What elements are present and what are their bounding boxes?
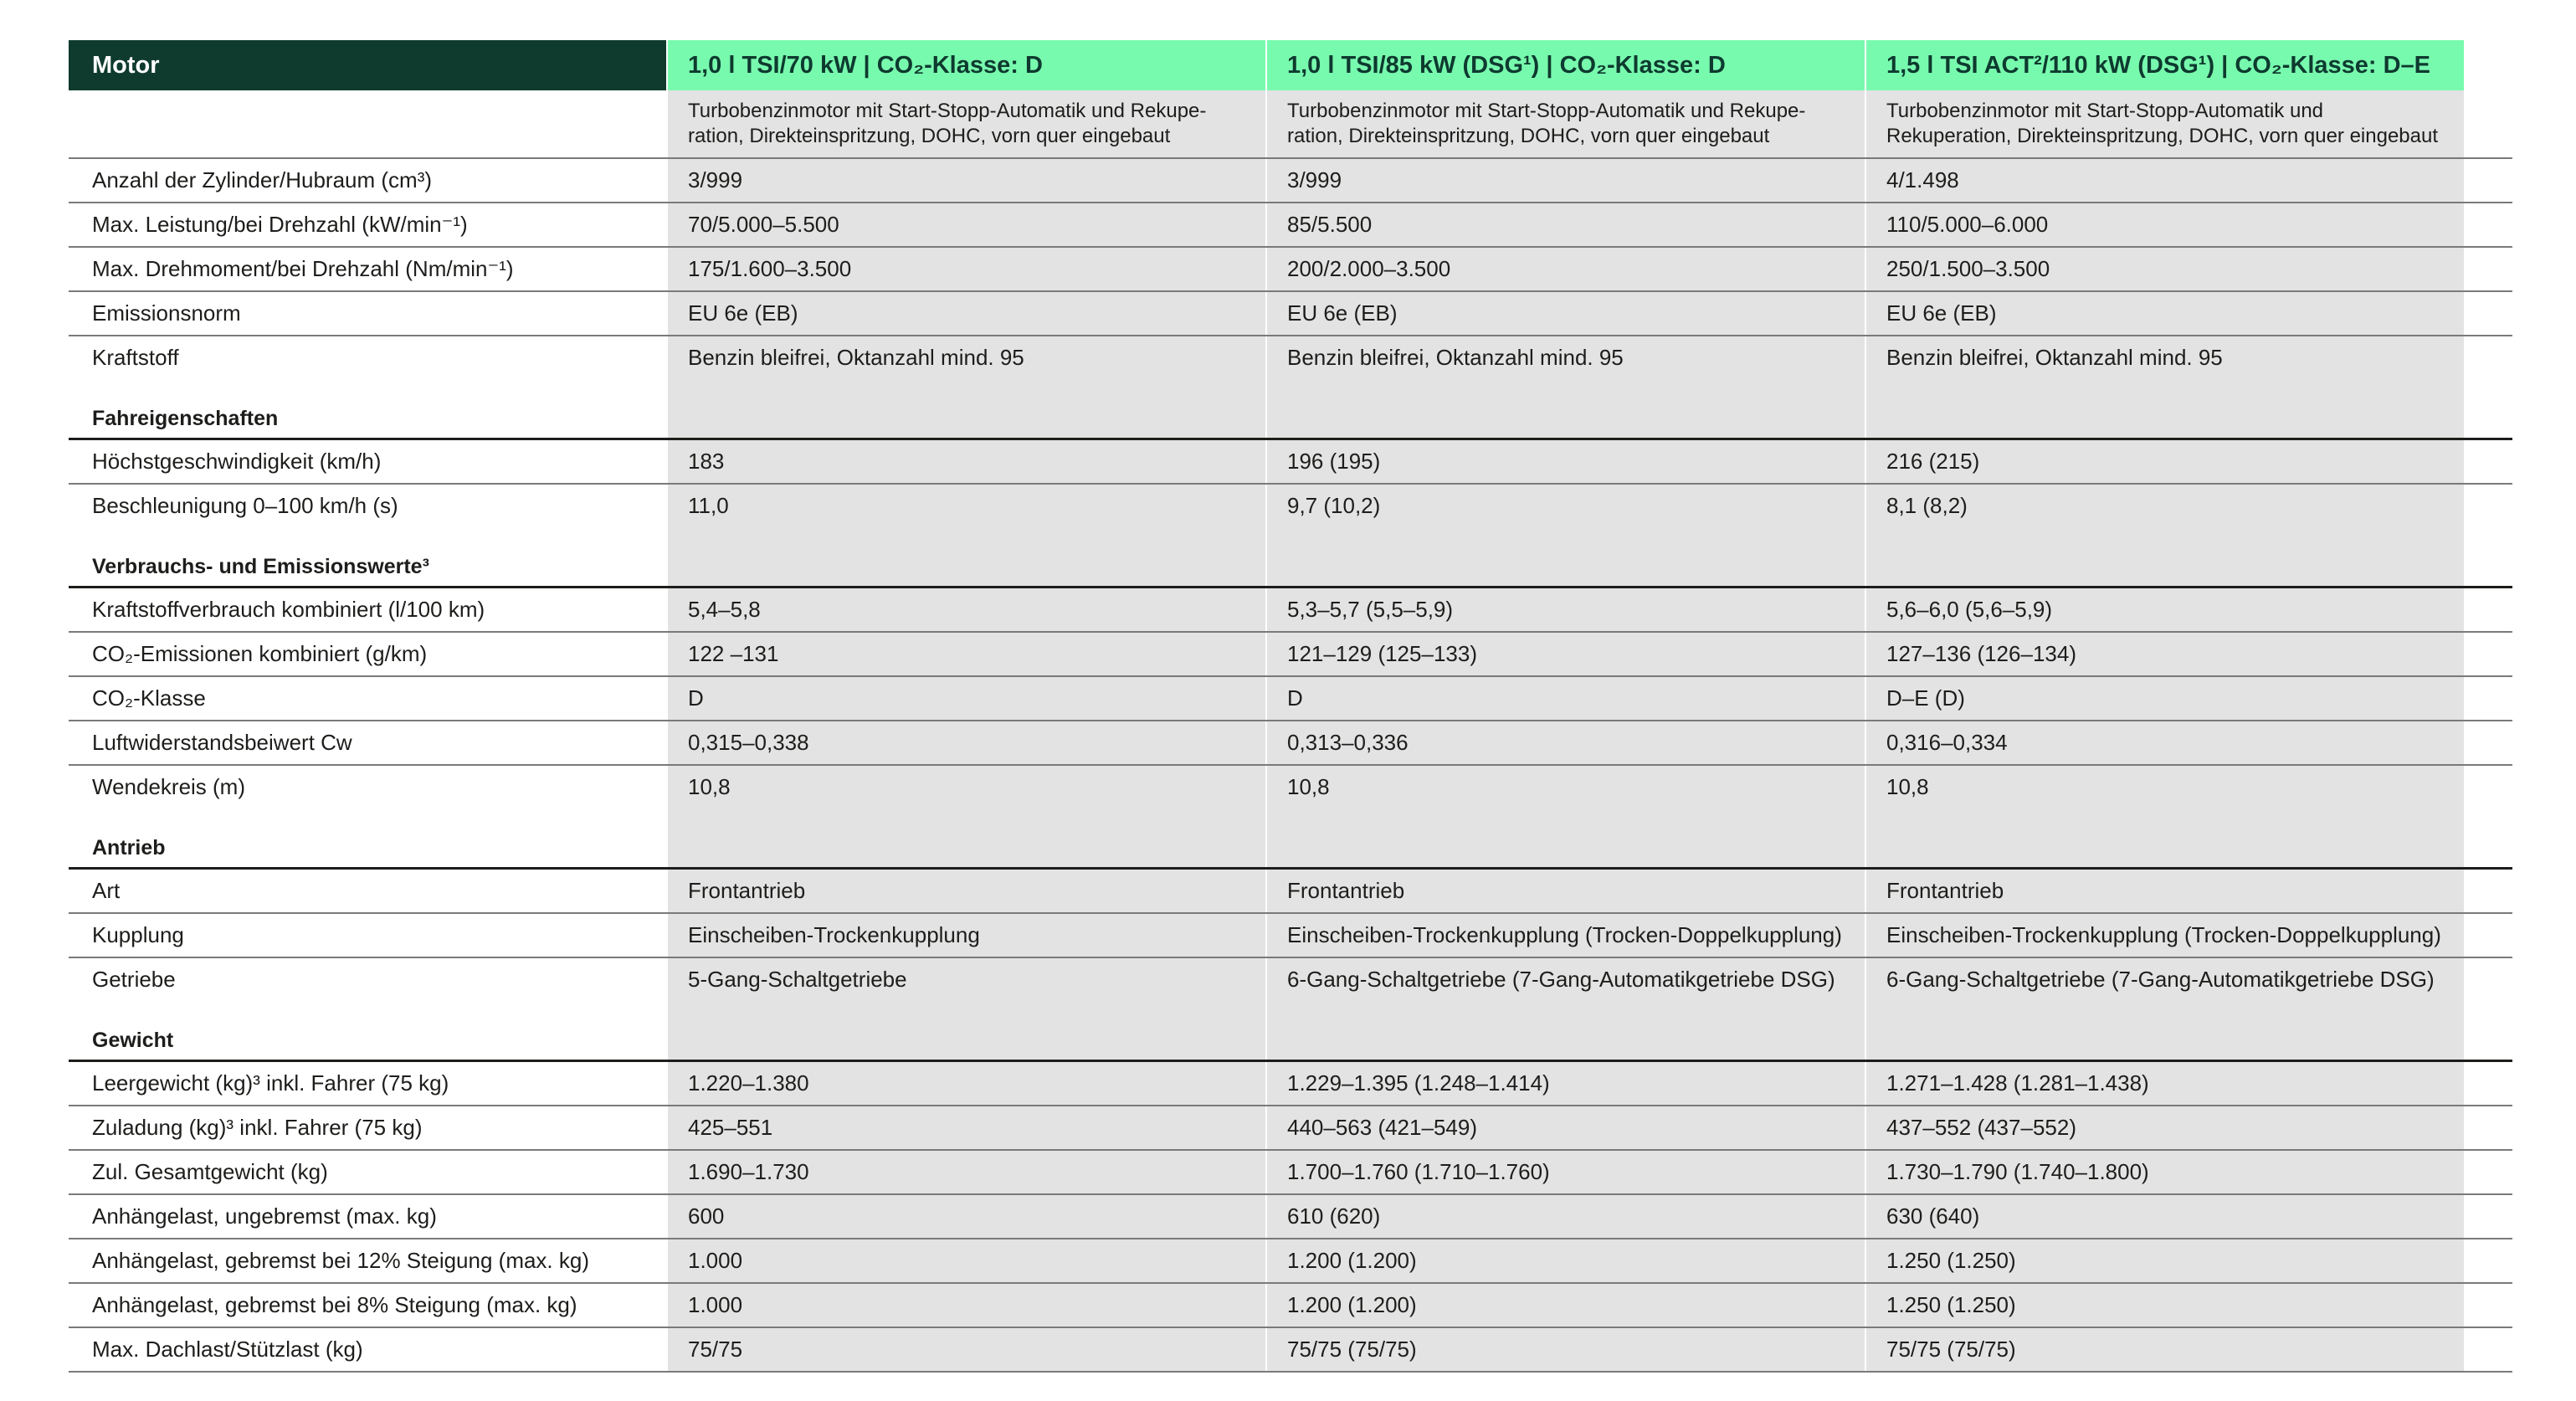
value-engine-1: Einscheiben-Trockenkupplung <box>668 914 1265 957</box>
row-label: Max. Drehmoment/bei Drehzahl (Nm/min⁻¹) <box>92 256 514 281</box>
engine-description-1: Turbobenzinmotor mit Start-Stopp-Automatik und Rekupe-ration, Direkteinspritzung, DOHC, vorn quer eingebaut <box>668 90 1265 157</box>
value-engine-2: 0,313–0,336 <box>1267 721 1865 764</box>
row-label: Beschleunigung 0–100 km/h (s) <box>92 493 398 518</box>
section-row-verbrauch <box>69 527 2512 588</box>
table-row <box>69 677 2512 721</box>
value-engine-1: 183 <box>668 440 1265 483</box>
value-engine-3: EU 6e (EB) <box>1866 292 2464 335</box>
section-spacer <box>1267 527 1865 586</box>
section-row-fahreigenschaften <box>69 379 2512 440</box>
section-spacer <box>1866 808 2464 867</box>
row-label: Zul. Gesamtgewicht (kg) <box>92 1159 328 1184</box>
value-engine-1: 11,0 <box>668 485 1265 527</box>
section-spacer <box>1267 1001 1865 1060</box>
value-engine-3: 10,8 <box>1866 766 2464 808</box>
section-spacer <box>668 379 1265 438</box>
value-engine-2: 1.200 (1.200) <box>1267 1239 1865 1282</box>
row-label: Getriebe <box>92 967 176 992</box>
header-motor-label: Motor <box>69 40 666 90</box>
section-row-antrieb <box>69 808 2512 870</box>
value-engine-1: 1.000 <box>668 1239 1265 1282</box>
section-spacer <box>1267 379 1865 438</box>
table-row <box>69 870 2512 914</box>
value-engine-2: 1.200 (1.200) <box>1267 1284 1865 1327</box>
row-label: Anhängelast, ungebremst (max. kg) <box>92 1203 437 1229</box>
value-engine-3: 437–552 (437–552) <box>1866 1106 2464 1149</box>
value-engine-3: D–E (D) <box>1866 677 2464 720</box>
value-engine-1: 70/5.000–5.500 <box>668 203 1265 246</box>
row-label: Luftwiderstandsbeiwert Cw <box>92 730 352 755</box>
value-engine-2: 1.229–1.395 (1.248–1.414) <box>1267 1062 1865 1105</box>
value-engine-3: 630 (640) <box>1866 1195 2464 1238</box>
value-engine-1: 175/1.600–3.500 <box>668 248 1265 290</box>
section-spacer <box>668 527 1265 586</box>
section-spacer <box>1866 527 2464 586</box>
section-spacer <box>1866 1001 2464 1060</box>
table-row <box>69 248 2512 292</box>
value-engine-1: 1.000 <box>668 1284 1265 1327</box>
value-engine-1: 1.690–1.730 <box>668 1151 1265 1193</box>
table-row <box>69 1151 2512 1195</box>
value-engine-2: Einscheiben-Trockenkupplung (Trocken-Doppelkupplung) <box>1267 914 1865 957</box>
section-title: Fahreigenschaften <box>92 407 279 430</box>
value-engine-2: 75/75 (75/75) <box>1267 1328 1865 1371</box>
row-label: Anzahl der Zylinder/Hubraum (cm³) <box>92 167 433 192</box>
table-row <box>69 1195 2512 1239</box>
table-row <box>69 588 2512 633</box>
value-engine-2: 3/999 <box>1267 159 1865 202</box>
row-label: Kraftstoff <box>92 345 179 370</box>
header-engine-3: 1,5 l TSI ACT²/110 kW (DSG¹) | CO₂-Klasse: D–E <box>1866 40 2464 90</box>
value-engine-3: 6-Gang-Schaltgetriebe (7-Gang-Automatikgetriebe DSG) <box>1866 958 2464 1001</box>
row-label: Max. Dachlast/Stützlast (kg) <box>92 1337 363 1362</box>
value-engine-3: 110/5.000–6.000 <box>1866 203 2464 246</box>
value-engine-3: 0,316–0,334 <box>1866 721 2464 764</box>
engine-description-2: Turbobenzinmotor mit Start-Stopp-Automatik und Rekupe-ration, Direkteinspritzung, DOHC, vorn quer eingebaut <box>1267 90 1865 157</box>
row-label: Max. Leistung/bei Drehzahl (kW/min⁻¹) <box>92 212 468 237</box>
value-engine-3: 4/1.498 <box>1866 159 2464 202</box>
value-engine-1: EU 6e (EB) <box>668 292 1265 335</box>
section-title: Gewicht <box>92 1029 174 1052</box>
engine-description-row <box>69 90 2512 159</box>
section-spacer <box>668 1001 1265 1060</box>
value-engine-1: 10,8 <box>668 766 1265 808</box>
table-row <box>69 1106 2512 1151</box>
table-row <box>69 633 2512 677</box>
table-row <box>69 203 2512 248</box>
table-row <box>69 336 2512 379</box>
table-row <box>69 766 2512 808</box>
row-label: Art <box>92 878 121 903</box>
value-engine-2: Frontantrieb <box>1267 870 1865 912</box>
value-engine-2: 440–563 (421–549) <box>1267 1106 1865 1149</box>
table-row <box>69 721 2512 766</box>
row-label: CO₂-Klasse <box>92 685 206 711</box>
value-engine-1: 600 <box>668 1195 1265 1238</box>
value-engine-1: Benzin bleifrei, Oktanzahl mind. 95 <box>668 336 1265 379</box>
row-label: Anhängelast, gebremst bei 8% Steigung (max. kg) <box>92 1292 577 1317</box>
value-engine-3: Benzin bleifrei, Oktanzahl mind. 95 <box>1866 336 2464 379</box>
section-row-gewicht <box>69 1001 2512 1062</box>
value-engine-1: 5-Gang-Schaltgetriebe <box>668 958 1265 1001</box>
description-label <box>69 90 666 157</box>
section-title: Antrieb <box>92 836 166 860</box>
value-engine-2: 121–129 (125–133) <box>1267 633 1865 675</box>
section-spacer <box>1866 379 2464 438</box>
value-engine-3: 75/75 (75/75) <box>1866 1328 2464 1371</box>
row-label: Emissionsnorm <box>92 300 241 326</box>
table-row <box>69 914 2512 958</box>
row-label: CO₂-Emissionen kombiniert (g/km) <box>92 641 428 666</box>
row-label: Wendekreis (m) <box>92 774 246 799</box>
value-engine-2: 10,8 <box>1267 766 1865 808</box>
value-engine-3: 216 (215) <box>1866 440 2464 483</box>
value-engine-3: Einscheiben-Trockenkupplung (Trocken-Doppelkupplung) <box>1866 914 2464 957</box>
value-engine-2: 6-Gang-Schaltgetriebe (7-Gang-Automatikgetriebe DSG) <box>1267 958 1865 1001</box>
value-engine-3: 1.250 (1.250) <box>1866 1239 2464 1282</box>
value-engine-1: 0,315–0,338 <box>668 721 1265 764</box>
value-engine-3: 250/1.500–3.500 <box>1866 248 2464 290</box>
value-engine-1: 122 –131 <box>668 633 1265 675</box>
value-engine-2: D <box>1267 677 1865 720</box>
header-engine-1: 1,0 l TSI/70 kW | CO₂-Klasse: D <box>668 40 1265 90</box>
section-spacer <box>668 808 1265 867</box>
value-engine-2: 9,7 (10,2) <box>1267 485 1865 527</box>
table-row <box>69 159 2512 203</box>
value-engine-1: 1.220–1.380 <box>668 1062 1265 1105</box>
table-row <box>69 440 2512 485</box>
header-engine-2: 1,0 l TSI/85 kW (DSG¹) | CO₂-Klasse: D <box>1267 40 1865 90</box>
value-engine-1: D <box>668 677 1265 720</box>
table-row <box>69 1062 2512 1106</box>
row-label: Zuladung (kg)³ inkl. Fahrer (75 kg) <box>92 1115 423 1140</box>
table-row <box>69 485 2512 527</box>
table-row <box>69 1328 2512 1373</box>
spec-table <box>69 40 2512 1373</box>
value-engine-3: Frontantrieb <box>1866 870 2464 912</box>
engine-description-3: Turbobenzinmotor mit Start-Stopp-Automatik und Rekuperation, Direkteinspritzung, DOHC, vorn quer eingebaut <box>1866 90 2464 157</box>
value-engine-3: 5,6–6,0 (5,6–5,9) <box>1866 588 2464 631</box>
value-engine-3: 8,1 (8,2) <box>1866 485 2464 527</box>
value-engine-3: 127–136 (126–134) <box>1866 633 2464 675</box>
value-engine-3: 1.271–1.428 (1.281–1.438) <box>1866 1062 2464 1105</box>
value-engine-1: 5,4–5,8 <box>668 588 1265 631</box>
section-title: Verbrauchs- und Emissionswerte³ <box>92 555 429 578</box>
value-engine-2: EU 6e (EB) <box>1267 292 1865 335</box>
value-engine-2: 200/2.000–3.500 <box>1267 248 1865 290</box>
table-row <box>69 1284 2512 1328</box>
row-label: Leergewicht (kg)³ inkl. Fahrer (75 kg) <box>92 1070 449 1096</box>
value-engine-1: 425–551 <box>668 1106 1265 1149</box>
header-row <box>69 40 2512 90</box>
row-label: Kupplung <box>92 922 184 947</box>
row-label: Kraftstoffverbrauch kombiniert (l/100 km) <box>92 597 485 622</box>
value-engine-1: 75/75 <box>668 1328 1265 1371</box>
table-row <box>69 958 2512 1001</box>
value-engine-2: 85/5.500 <box>1267 203 1865 246</box>
value-engine-2: Benzin bleifrei, Oktanzahl mind. 95 <box>1267 336 1865 379</box>
table-row <box>69 292 2512 336</box>
value-engine-2: 1.700–1.760 (1.710–1.760) <box>1267 1151 1865 1193</box>
value-engine-2: 196 (195) <box>1267 440 1865 483</box>
value-engine-3: 1.250 (1.250) <box>1866 1284 2464 1327</box>
value-engine-3: 1.730–1.790 (1.740–1.800) <box>1866 1151 2464 1193</box>
row-label: Anhängelast, gebremst bei 12% Steigung (max. kg) <box>92 1248 590 1273</box>
value-engine-2: 5,3–5,7 (5,5–5,9) <box>1267 588 1865 631</box>
value-engine-2: 610 (620) <box>1267 1195 1865 1238</box>
section-spacer <box>1267 808 1865 867</box>
value-engine-1: Frontantrieb <box>668 870 1265 912</box>
row-label: Höchstgeschwindigkeit (km/h) <box>92 449 382 474</box>
value-engine-1: 3/999 <box>668 159 1265 202</box>
table-row <box>69 1239 2512 1284</box>
